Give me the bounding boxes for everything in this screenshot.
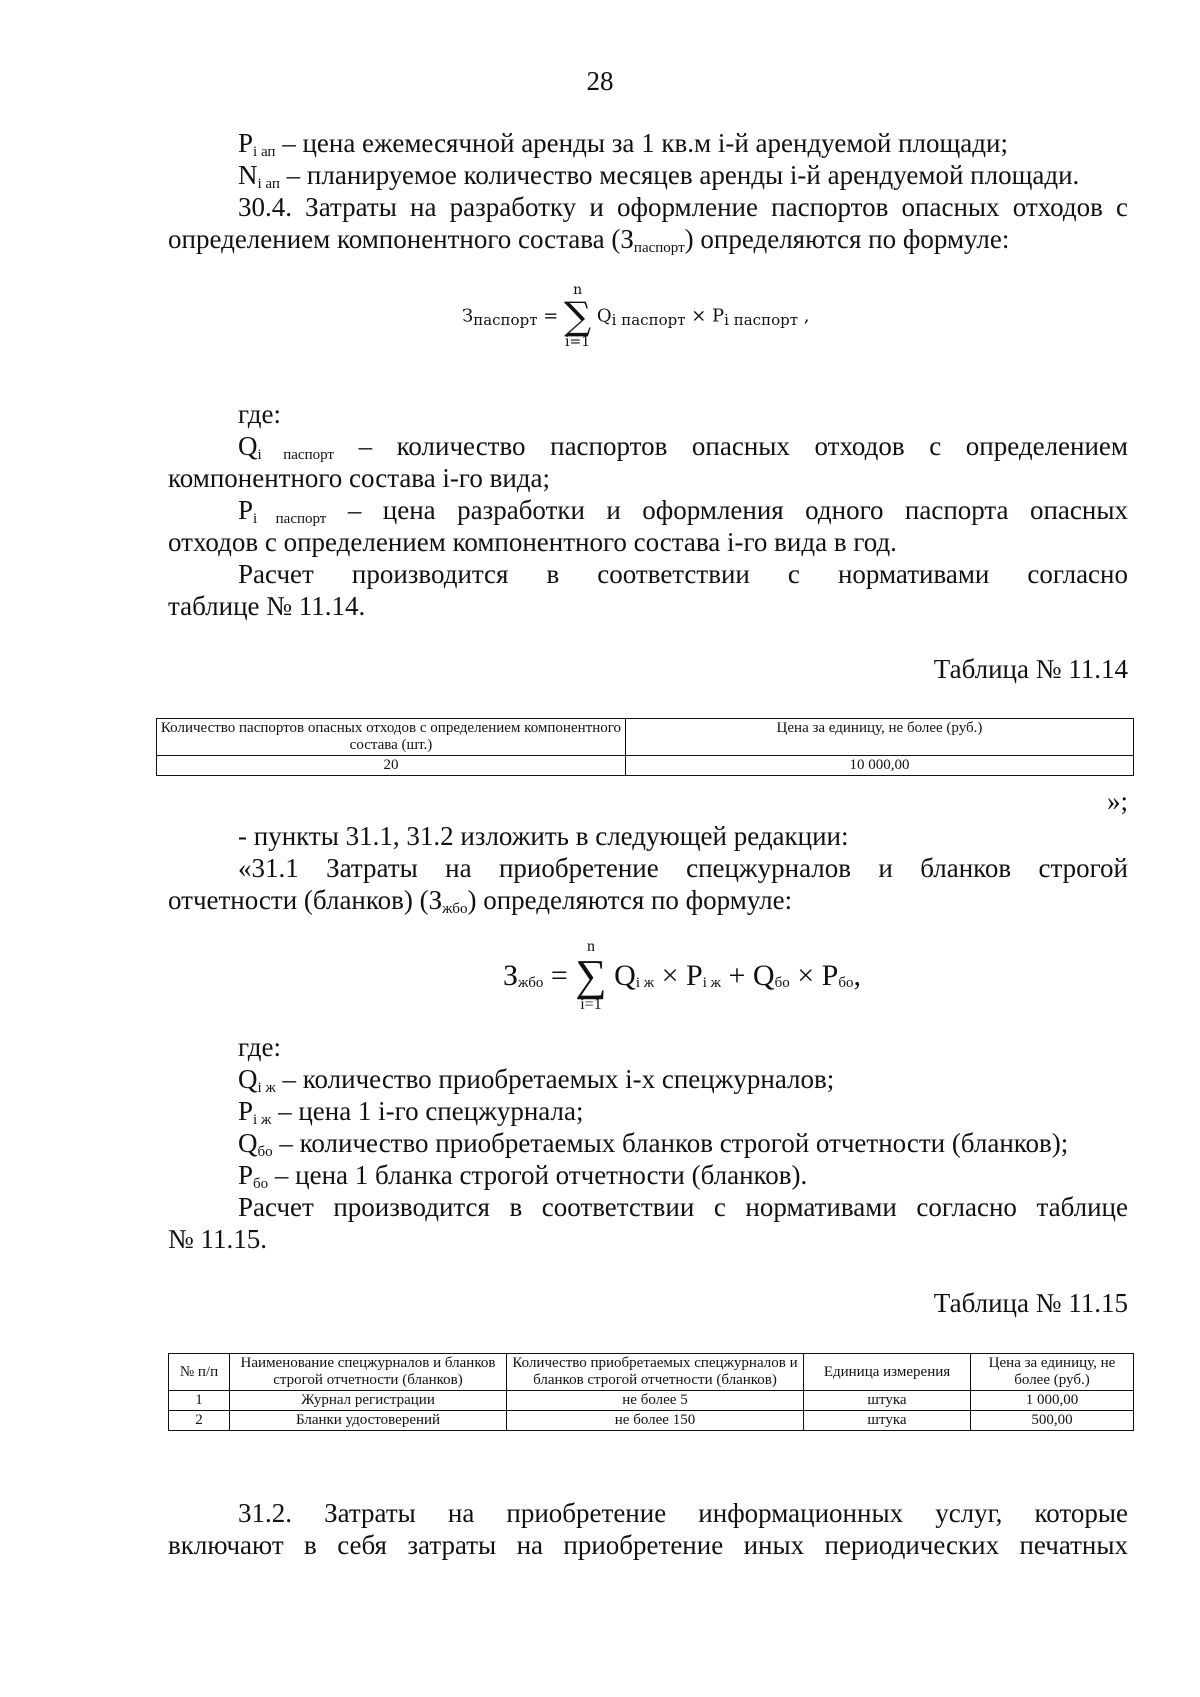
- table-cell: Бланки удостоверений: [230, 1411, 507, 1431]
- formula-journals: $З_{жбо}$ = n ∑ i=1 $Q_{i ж} \times P_{i ж} + Q_{бо} \times P_{бо}$,: [503, 938, 861, 1013]
- section-31-1-line1: «31.1 Затраты на приобретение спецжурналов и бланков строгой: [238, 853, 1128, 883]
- table-caption-11-14: Таблица № 11.14: [933, 654, 1128, 684]
- definition-p-passport-line1: $P_{i паспорт}$ – цена разработки и оформления одного паспорта опасных: [238, 495, 1128, 527]
- sum-operator: n ∑ i=1: [575, 938, 607, 1013]
- table-cell: штука: [804, 1391, 971, 1411]
- table-caption-11-15: Таблица № 11.15: [933, 1288, 1128, 1318]
- definition-q-journal: $Q_{i ж}$ – количество приобретаемых i-х спецжурналов;: [238, 1064, 835, 1096]
- table-cell: 20: [157, 756, 626, 776]
- calc-note-1-line2: таблице № 11.14.: [168, 591, 366, 621]
- table-cell: 1: [169, 1391, 230, 1411]
- table-cell: 10 000,00: [625, 756, 1133, 776]
- definition-q-passport-line2: компонентного состава i-го вида;: [168, 463, 550, 493]
- where-label-1: где:: [238, 399, 281, 429]
- table-header-cell: Количество приобретаемых спецжурналов и бланков строгой отчетности (бланков): [507, 1354, 804, 1391]
- section-30-4-line1: 30.4. Затраты на разработку и оформление паспортов опасных отходов с: [238, 192, 1128, 222]
- amend-items-line: - пункты 31.1, 31.2 изложить в следующей редакции:: [238, 821, 849, 851]
- definition-p-journal: $P_{i ж}$ – цена 1 i-го спецжурнала;: [238, 1096, 584, 1128]
- where-label-2: где:: [238, 1032, 281, 1062]
- table-header-row: [157, 719, 1134, 756]
- table-header-cell: Количество паспортов опасных отходов с определением компонентного состава (шт.): [157, 719, 626, 756]
- calc-note-2-line1: Расчет производится в соответствии с нормативами согласно таблице: [238, 1192, 1128, 1222]
- table-cell: штука: [804, 1411, 971, 1431]
- page-number: 28: [586, 66, 614, 96]
- table-cell: не более 5: [507, 1391, 804, 1411]
- definition-p-blanks: $P_{бо}$ – цена 1 бланка строгой отчетности (бланков).: [238, 1160, 808, 1192]
- table-cell: 1 000,00: [971, 1391, 1134, 1411]
- section-31-2-line2: включают в себя затраты на приобретение иных периодических печатных: [168, 1530, 1128, 1560]
- table-header-cell: Цена за единицу, не более (руб.): [971, 1354, 1134, 1391]
- table-header-cell: № п/п: [169, 1354, 230, 1391]
- table-cell: не более 150: [507, 1411, 804, 1431]
- quote-end: »;: [1106, 786, 1128, 816]
- definition-p-passport-line2: отходов с определением компонентного состава i-го вида в год.: [168, 527, 897, 557]
- table-header-cell: Цена за единицу, не более (руб.): [625, 719, 1133, 756]
- table-row: [169, 1391, 1134, 1411]
- table-row: [169, 1411, 1134, 1431]
- definition-n-ap: $N_{i ап}$ – планируемое количество месяцев аренды i-й арендуемой площади.: [238, 160, 1080, 192]
- table-11-14: [156, 718, 1134, 776]
- table-cell: 500,00: [971, 1411, 1134, 1431]
- table-header-cell: Единица измерения: [804, 1354, 971, 1391]
- table-11-15: [168, 1353, 1134, 1431]
- definition-p-ap: $P_{i ап}$ – цена ежемесячной аренды за 1 кв.м i-й арендуемой площади;: [238, 128, 1008, 160]
- table-row: [157, 756, 1134, 776]
- formula-passport: $З_{паспорт}$ = n ∑ i=1 $Q_{i паспорт} \times P_{i паспорт}$ ,: [462, 282, 810, 350]
- sum-operator: n ∑ i=1: [564, 282, 592, 350]
- calc-note-2-line2: № 11.15.: [168, 1224, 268, 1254]
- definition-q-blanks: $Q_{бо}$ – количество приобретаемых бланков строгой отчетности (бланков);: [238, 1128, 1069, 1160]
- calc-note-1-line1: Расчет производится в соответствии с нормативами согласно: [238, 559, 1128, 589]
- section-30-4-line2: определением компонентного состава $(З_{паспорт})$ определяются по формуле:: [168, 224, 1010, 256]
- table-header-cell: Наименование спецжурналов и бланков строгой отчетности (бланков): [230, 1354, 507, 1391]
- table-header-row: [169, 1354, 1134, 1391]
- section-31-1-line2: отчетности (бланков) $(З_{жбо})$ определяются по формуле:: [168, 885, 793, 917]
- definition-q-passport-line1: $Q_{i паспорт}$ – количество паспортов опасных отходов с определением: [238, 431, 1128, 463]
- table-cell: 2: [169, 1411, 230, 1431]
- section-31-2-line1: 31.2. Затраты на приобретение информационных услуг, которые: [238, 1498, 1128, 1528]
- table-cell: Журнал регистрации: [230, 1391, 507, 1411]
